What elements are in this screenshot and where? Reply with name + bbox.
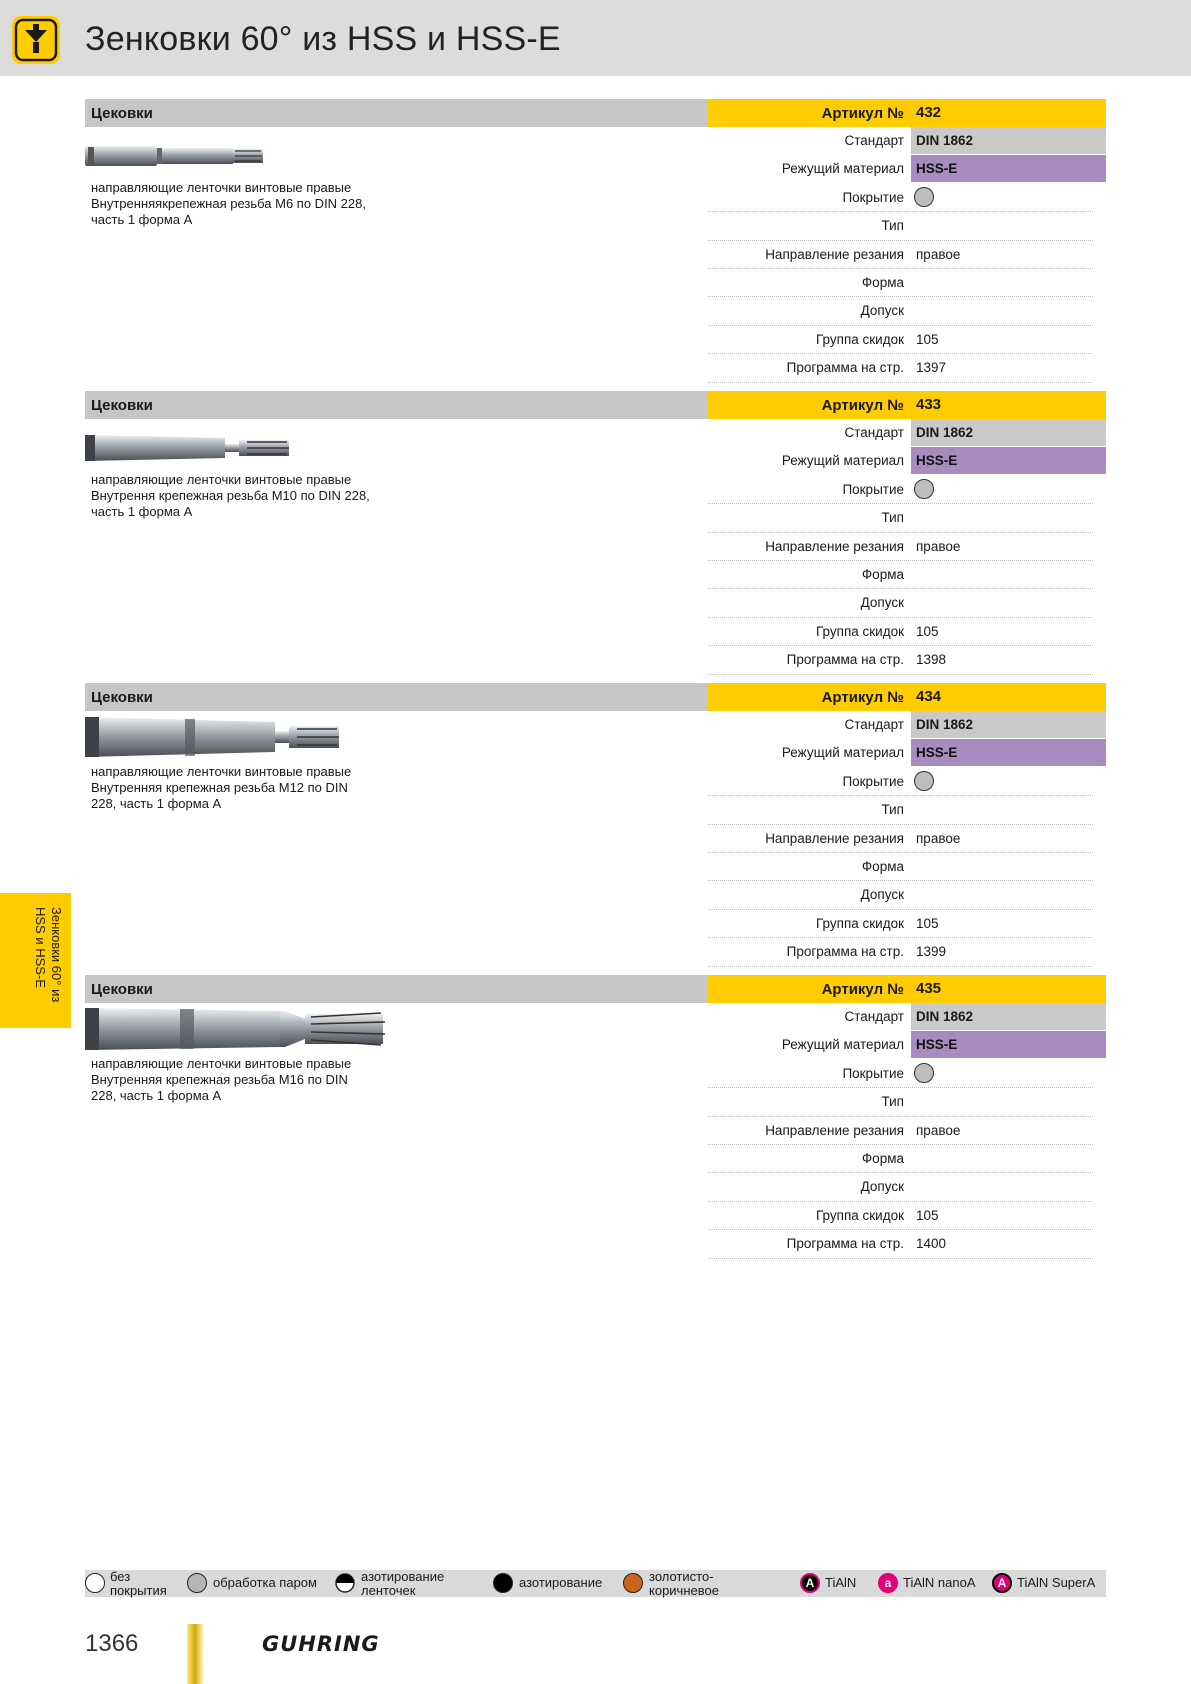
article-label: Артикул № <box>821 981 904 998</box>
standard-value: DIN 1862 <box>911 1003 1106 1030</box>
discount-value: 105 <box>916 331 939 347</box>
standard-label: Стандарт <box>844 133 904 148</box>
coating-label: Покрытие <box>842 1065 904 1081</box>
direction-value: правое <box>916 538 961 554</box>
material-label: Режущий материал <box>781 745 904 761</box>
article-number: 432 <box>916 104 942 121</box>
desc-line: Внутренняя крепежная резьба M16 по DIN <box>91 1072 348 1087</box>
direction-label: Направление резания <box>765 1122 904 1138</box>
direction-label: Направление резания <box>765 830 904 846</box>
desc-line: 228, часть 1 форма А <box>91 1088 222 1103</box>
article-number: 435 <box>916 980 942 997</box>
desc-line: 228, часть 1 форма А <box>91 796 222 811</box>
article-row <box>708 975 1106 1003</box>
desc-line: часть 1 форма А <box>91 504 193 519</box>
form-label: Форма <box>861 858 904 874</box>
tialn-super-icon: A <box>992 1573 1012 1593</box>
material-row <box>708 1031 1106 1059</box>
form-row <box>708 561 1106 589</box>
standard-row <box>708 419 1106 447</box>
countersink-tool-image <box>85 142 285 170</box>
material-row <box>708 739 1106 767</box>
direction-value: правое <box>916 246 961 262</box>
nitrided-icon <box>493 1573 513 1593</box>
coating-row <box>708 768 1106 796</box>
program-value: 1398 <box>916 652 947 668</box>
category-label: Цековки <box>91 397 153 414</box>
standard-label: Стандарт <box>844 717 904 732</box>
type-row <box>708 1088 1106 1116</box>
discount-label: Группа скидок <box>815 1207 904 1223</box>
tolerance-row <box>708 1173 1106 1201</box>
description <box>91 180 411 228</box>
countersink-tool-image <box>85 1004 401 1054</box>
legend-label: TiAlN nanoA <box>903 1575 976 1590</box>
coating-label: Покрытие <box>842 481 904 497</box>
direction-value: правое <box>916 1122 961 1138</box>
form-row <box>708 853 1106 881</box>
type-row <box>708 796 1106 824</box>
standard-label: Стандарт <box>844 425 904 440</box>
tialn-nano-icon: a <box>878 1573 898 1593</box>
gold-brown-icon <box>623 1573 643 1593</box>
steam-coating-icon <box>914 1063 934 1083</box>
discount-label: Группа скидок <box>815 623 904 639</box>
coating-row <box>708 184 1106 212</box>
countersink-logo-icon <box>12 16 60 64</box>
desc-line: направляющие ленточки винтовые правые <box>91 764 352 779</box>
type-row <box>708 504 1106 532</box>
coating-row <box>708 1060 1106 1088</box>
description <box>91 764 411 812</box>
standard-row <box>708 711 1106 739</box>
standard-value: DIN 1862 <box>911 419 1106 446</box>
direction-row <box>708 1117 1106 1145</box>
legend-label-line1: азотирование <box>361 1569 445 1584</box>
program-value: 1400 <box>916 1236 947 1252</box>
standard-label: Стандарт <box>844 1009 904 1024</box>
type-label: Тип <box>881 1094 904 1110</box>
product-section-435 <box>85 975 1106 1263</box>
tolerance-row <box>708 297 1106 325</box>
spec-table <box>708 683 1106 967</box>
material-value: HSS-E <box>911 739 1106 766</box>
desc-line: направляющие ленточки винтовые правые <box>91 472 352 487</box>
spec-table <box>708 99 1106 383</box>
coating-row <box>708 476 1106 504</box>
discount-value: 105 <box>916 915 939 931</box>
legend-label-line1: золотисто- <box>649 1569 714 1584</box>
program-row <box>708 1230 1106 1258</box>
program-row <box>708 646 1106 674</box>
product-section-432 <box>85 99 1106 387</box>
standard-value: DIN 1862 <box>911 711 1106 738</box>
standard-value: DIN 1862 <box>911 127 1106 154</box>
article-row <box>708 391 1106 419</box>
desc-line: Внутренняя крепежная резьба M12 по DIN <box>91 780 348 795</box>
uncoated-icon <box>85 1573 105 1593</box>
article-row <box>708 99 1106 127</box>
direction-value: правое <box>916 830 961 846</box>
page-title: Зенковки 60° из HSS и HSS-E <box>85 20 561 58</box>
discount-label: Группа скидок <box>815 915 904 931</box>
program-value: 1399 <box>916 944 947 960</box>
tolerance-row <box>708 881 1106 909</box>
category-label: Цековки <box>91 981 153 998</box>
tolerance-label: Допуск <box>860 303 904 319</box>
article-row <box>708 683 1106 711</box>
coating-label: Покрытие <box>842 189 904 205</box>
program-row <box>708 938 1106 966</box>
footer-stripe <box>187 1624 203 1684</box>
standard-row <box>708 1003 1106 1031</box>
discount-row <box>708 326 1106 354</box>
article-label: Артикул № <box>821 689 904 706</box>
category-label: Цековки <box>91 105 153 122</box>
coating-legend <box>85 1570 1106 1597</box>
tolerance-label: Допуск <box>860 1179 904 1195</box>
form-label: Форма <box>861 1150 904 1166</box>
article-number: 433 <box>916 396 942 413</box>
desc-line: направляющие ленточки винтовые правые <box>91 180 352 195</box>
type-row <box>708 212 1106 240</box>
form-row <box>708 269 1106 297</box>
material-value: HSS-E <box>911 447 1106 474</box>
material-value: HSS-E <box>911 155 1106 182</box>
material-label: Режущий материал <box>781 453 904 469</box>
discount-row <box>708 618 1106 646</box>
coating-label: Покрытие <box>842 773 904 789</box>
category-bar <box>85 99 708 127</box>
page-number: 1366 <box>85 1630 139 1657</box>
program-value: 1397 <box>916 360 947 376</box>
desc-line: направляющие ленточки винтовые правые <box>91 1056 352 1071</box>
material-label: Режущий материал <box>781 1037 904 1053</box>
category-bar <box>85 975 708 1003</box>
legend-label-line2: коричневое <box>649 1583 719 1598</box>
half-nitrided-icon <box>335 1573 355 1593</box>
direction-row <box>708 241 1106 269</box>
direction-label: Направление резания <box>765 538 904 554</box>
countersink-tool-image <box>85 713 355 761</box>
product-section-433 <box>85 391 1106 679</box>
category-bar <box>85 391 708 419</box>
material-value: HSS-E <box>911 1031 1106 1058</box>
spec-table <box>708 975 1106 1259</box>
steam-coating-icon <box>914 479 934 499</box>
tolerance-label: Допуск <box>860 887 904 903</box>
legend-label: обработка паром <box>213 1575 317 1590</box>
type-label: Тип <box>881 802 904 818</box>
type-label: Тип <box>881 218 904 234</box>
spec-table <box>708 391 1106 675</box>
legend-label-line2: ленточек <box>361 1583 416 1598</box>
desc-line: часть 1 форма А <box>91 212 193 227</box>
standard-row <box>708 127 1106 155</box>
direction-label: Направление резания <box>765 246 904 262</box>
legend-label: TiAlN <box>825 1575 857 1590</box>
tolerance-row <box>708 589 1106 617</box>
type-label: Тип <box>881 510 904 526</box>
material-label: Режущий материал <box>781 161 904 177</box>
product-section-434 <box>85 683 1106 971</box>
material-row <box>708 447 1106 475</box>
discount-value: 105 <box>916 1207 939 1223</box>
discount-label: Группа скидок <box>815 331 904 347</box>
article-label: Артикул № <box>821 397 904 414</box>
direction-row <box>708 825 1106 853</box>
program-label: Программа на стр. <box>786 944 904 960</box>
steam-coating-icon <box>914 187 934 207</box>
program-row <box>708 354 1106 382</box>
discount-row <box>708 1202 1106 1230</box>
desc-line: Внутрення крепежная резьба M10 по DIN 228, <box>91 488 370 503</box>
steam-icon <box>187 1573 207 1593</box>
direction-row <box>708 533 1106 561</box>
legend-label: TiAlN SuperA <box>1017 1575 1096 1590</box>
legend-label: азотирование <box>519 1575 603 1590</box>
discount-value: 105 <box>916 623 939 639</box>
side-chapter-tab[interactable] <box>0 893 71 1028</box>
brand-logo: GUHRING <box>262 1632 380 1656</box>
page-header <box>0 0 1191 76</box>
tolerance-label: Допуск <box>860 595 904 611</box>
steam-coating-icon <box>914 771 934 791</box>
form-label: Форма <box>861 566 904 582</box>
program-label: Программа на стр. <box>786 1236 904 1252</box>
description <box>91 1056 411 1104</box>
program-label: Программа на стр. <box>786 360 904 376</box>
countersink-tool-image <box>85 430 325 466</box>
article-label: Артикул № <box>821 105 904 122</box>
category-label: Цековки <box>91 689 153 706</box>
tialn-icon: A <box>800 1573 820 1593</box>
form-label: Форма <box>861 274 904 290</box>
form-row <box>708 1145 1106 1173</box>
desc-line: Внутренняякрепежная резьба M6 по DIN 228, <box>91 196 366 211</box>
side-tab-label: Зенковки 60° из HSS и HSS-E <box>33 907 64 1003</box>
program-label: Программа на стр. <box>786 652 904 668</box>
category-bar <box>85 683 708 711</box>
discount-row <box>708 910 1106 938</box>
material-row <box>708 155 1106 183</box>
description <box>91 472 411 520</box>
article-number: 434 <box>916 688 942 705</box>
legend-label: без покрытия <box>110 1569 167 1598</box>
